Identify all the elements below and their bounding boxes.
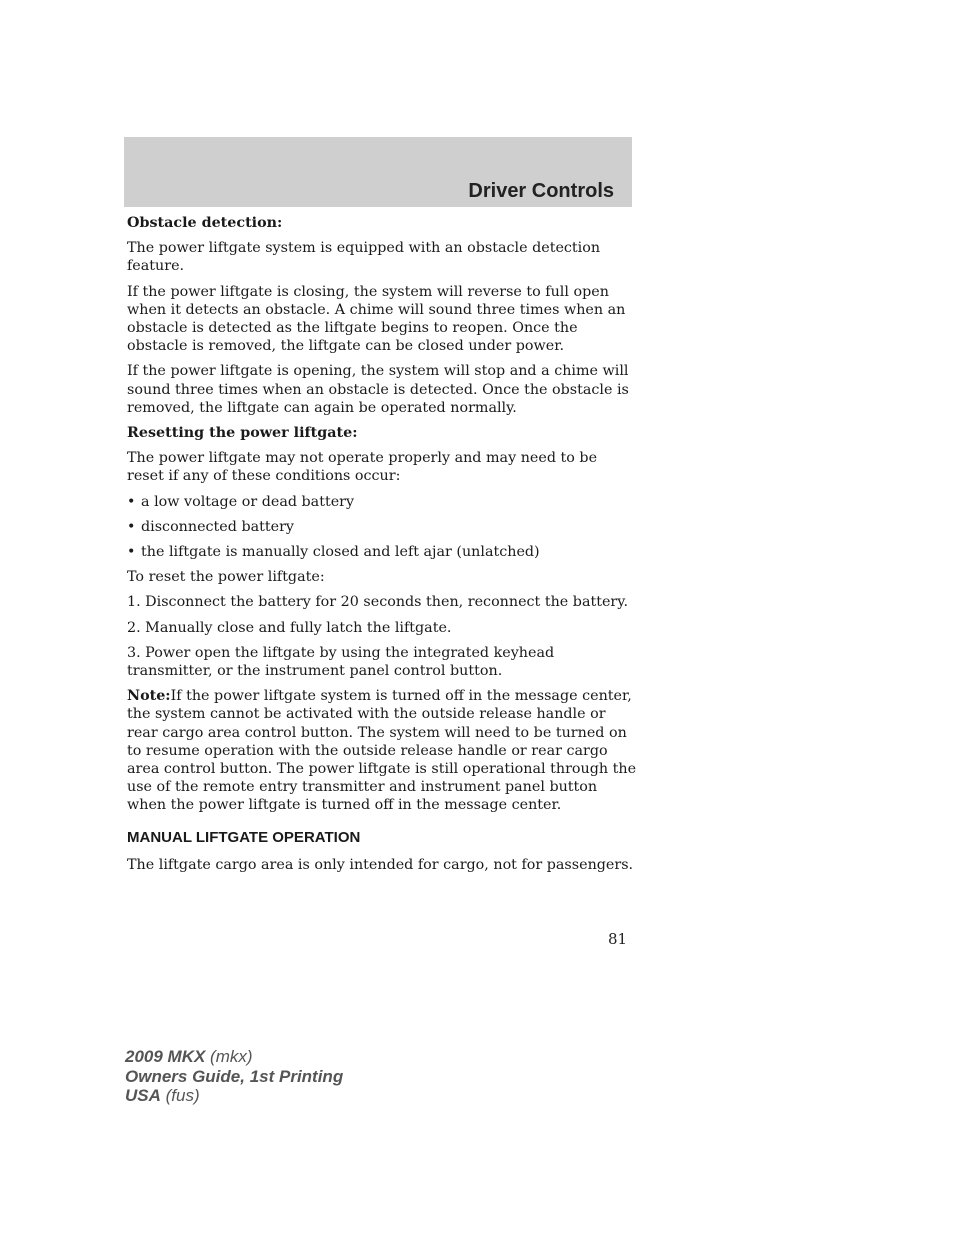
obstacle-detection-heading: Obstacle detection: bbox=[127, 215, 283, 231]
step-item: 3. Power open the liftgate by using the integrated keyhead transmitter, or the instrument panel control button. bbox=[127, 644, 555, 680]
bullet-icon: • bbox=[127, 544, 136, 561]
step-item: 1. Disconnect the battery for 20 seconds then, reconnect the battery. bbox=[127, 594, 628, 611]
list-item-text: disconnected battery bbox=[141, 518, 295, 535]
header-band bbox=[124, 137, 632, 207]
page-content bbox=[127, 214, 637, 881]
manual-liftgate-heading: MANUAL LIFTGATE OPERATION bbox=[127, 828, 361, 846]
list-item-text: the liftgate is manually closed and left ajar (unlatched) bbox=[141, 544, 540, 561]
bullet-icon: • bbox=[127, 518, 136, 535]
footer bbox=[125, 1047, 343, 1106]
paragraph: The liftgate cargo area is only intended for cargo, not for passengers. bbox=[127, 856, 634, 873]
paragraph: The power liftgate system is equipped with an obstacle detection feature. bbox=[127, 240, 601, 275]
footer-printing: Owners Guide, 1st Printing bbox=[125, 1066, 344, 1086]
paragraph: The power liftgate may not operate properly and may need to be reset if any of these conditions occur: bbox=[127, 450, 598, 485]
paragraph: If the power liftgate is opening, the system will stop and a chime will sound three times when an obstacle is detected. Once the obstacle is removed, the liftgate can again be operated normally. bbox=[127, 363, 629, 416]
step-item: 2. Manually close and fully latch the liftgate. bbox=[127, 619, 452, 636]
note-paragraph bbox=[127, 687, 637, 814]
bullet-icon: • bbox=[127, 493, 136, 510]
footer-market-code: (fus) bbox=[160, 1086, 200, 1105]
footer-line bbox=[125, 1067, 343, 1087]
reset-heading: Resetting the power liftgate: bbox=[127, 425, 358, 442]
footer-line bbox=[125, 1047, 343, 1067]
list-item bbox=[127, 543, 637, 561]
list-item bbox=[127, 493, 637, 511]
paragraph: If the power liftgate is closing, the system will reverse to full open when it detects an obstacle. A chime will sound three times when an obstacle is detected as the liftgate begins to reopen. Once the obstacle is removed, the liftgate can be closed under power. bbox=[127, 283, 626, 355]
list-item bbox=[127, 518, 637, 536]
footer-market: USA bbox=[125, 1086, 161, 1105]
section-title: Driver Controls bbox=[468, 180, 614, 202]
footer-code: (mkx) bbox=[205, 1047, 253, 1066]
page-number: 81 bbox=[608, 930, 628, 948]
list-item-text: a low voltage or dead battery bbox=[141, 493, 355, 510]
footer-model: 2009 MKX bbox=[125, 1047, 206, 1066]
paragraph: To reset the power liftgate: bbox=[127, 569, 325, 586]
note-text: If the power liftgate system is turned off in the message center, the system cannot be activated with the outside release handle or rear cargo area control button. The system will need to be turned on to resume operation with the outside release handle or rear cargo area control button. The power liftgate is still operational through the use of the remote entry transmitter and instrument panel button when the power liftgate is turned off in the message center. bbox=[127, 688, 637, 814]
footer-line bbox=[125, 1086, 343, 1106]
note-label: Note: bbox=[127, 688, 171, 705]
